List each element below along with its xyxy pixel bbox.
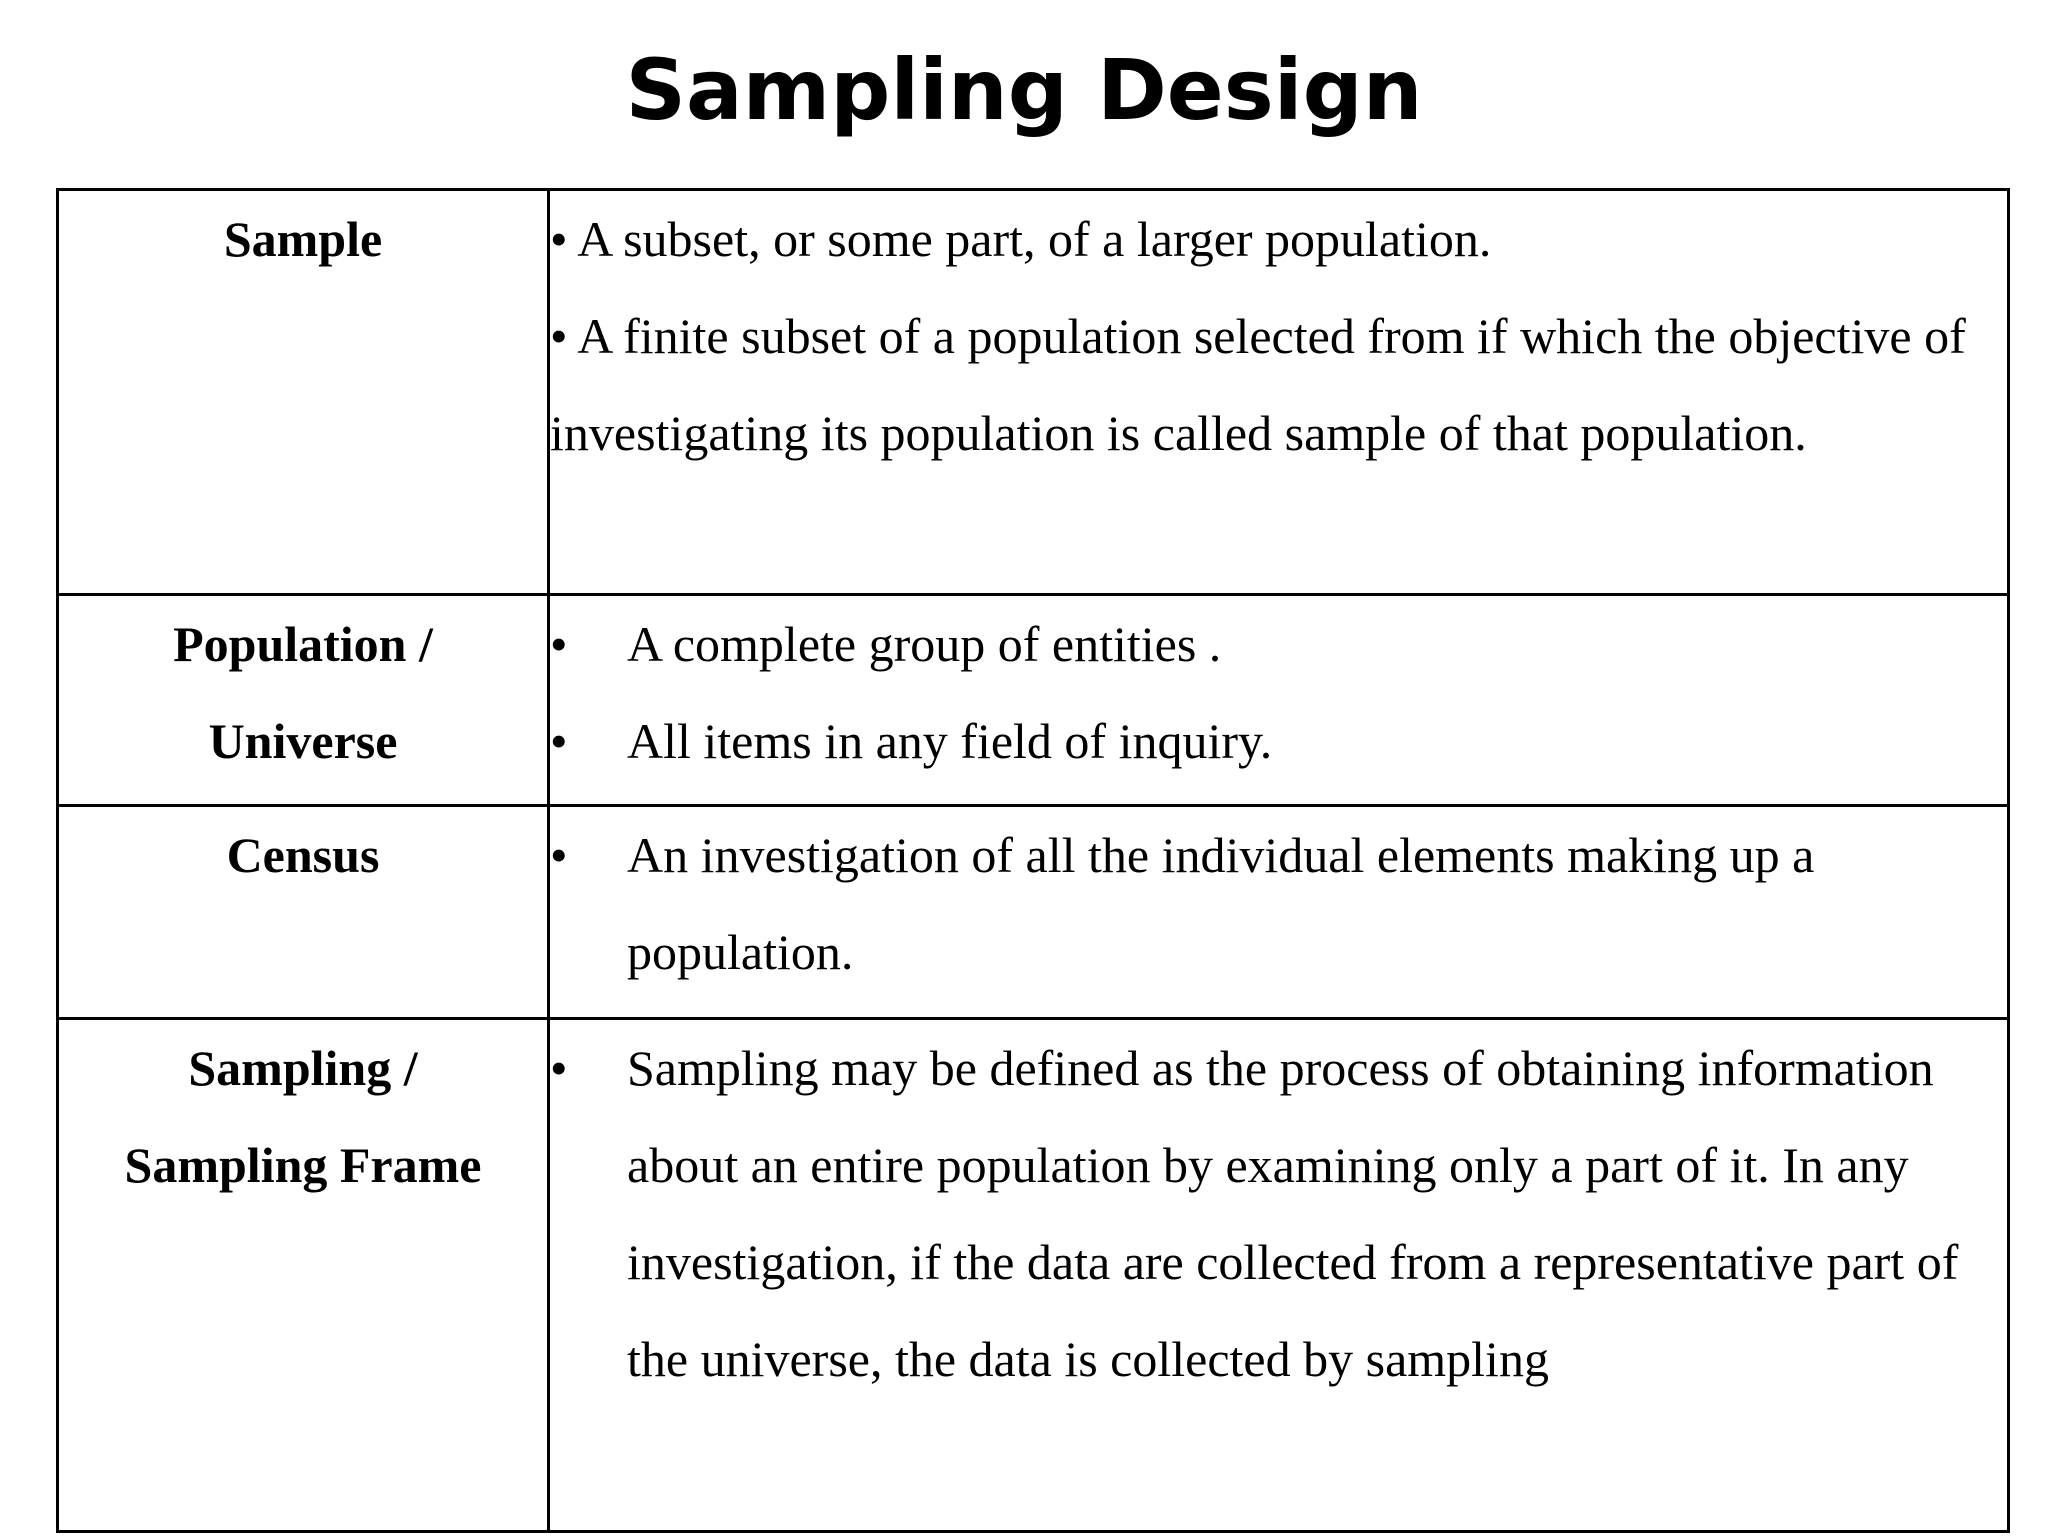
term-label: Sample <box>223 211 383 267</box>
table-row-population <box>58 595 2009 806</box>
definition-cell <box>549 190 2009 595</box>
definition-cell <box>549 595 2009 806</box>
term-cell <box>58 806 549 1019</box>
list-item-text: An investigation of all the individual elements making up a population. <box>627 827 1815 980</box>
term-cell <box>58 595 549 806</box>
bullet-icon: • <box>550 1040 568 1096</box>
list-item <box>550 596 2007 693</box>
list-item-text: All items in any field of inquiry. <box>627 713 1273 769</box>
bullet-icon: • <box>550 713 568 769</box>
term-cell <box>58 1019 549 1532</box>
bullet-list <box>550 807 2007 1001</box>
term-label: Population / <box>173 616 433 672</box>
term-label: Universe <box>208 713 398 769</box>
term-label: Sampling / <box>188 1040 418 1096</box>
list-item-text: A complete group of entities . <box>627 616 1222 672</box>
definition-paragraph: • A subset, or some part, of a larger population. <box>550 211 1492 267</box>
list-item <box>550 807 2007 1001</box>
definition-paragraph: • A finite subset of a population selected from if which the objective of investigating its population is called sample of that population. <box>550 308 1966 461</box>
list-item-text: Sampling may be defined as the process of obtaining information about an entire population by examining only a part of it. In any investigation, if the data are collected from a representative part of the universe, the data is collected by sampling <box>627 1040 1959 1387</box>
page-title: Sampling Design <box>625 41 1423 139</box>
bullet-list <box>550 596 2007 790</box>
table-row-sampling <box>58 1019 2009 1532</box>
term-label: Sampling Frame <box>124 1137 482 1193</box>
list-item <box>550 693 2007 790</box>
term-label: Census <box>226 827 380 883</box>
term-cell <box>58 190 549 595</box>
table-row-sample <box>58 190 2009 595</box>
bullet-list <box>550 1020 2007 1408</box>
definition-cell <box>549 806 2009 1019</box>
definition-cell <box>549 1019 2009 1532</box>
list-item <box>550 1020 2007 1408</box>
bullet-icon: • <box>550 827 568 883</box>
table-row-census <box>58 806 2009 1019</box>
bullet-icon: • <box>550 616 568 672</box>
definitions-table <box>56 188 2010 1533</box>
